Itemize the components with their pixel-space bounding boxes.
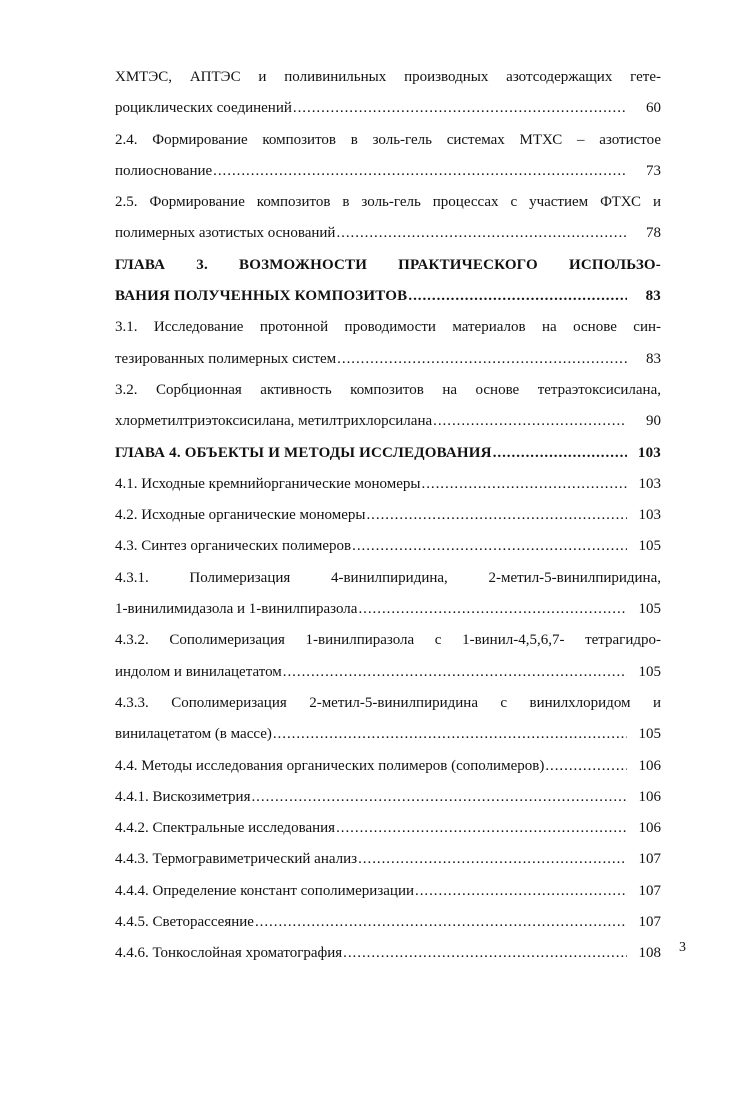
toc-page-number: 107 xyxy=(638,851,661,868)
toc-entry-text: 3.1. Исследование протонной проводимости материалов на основе син- xyxy=(115,319,661,336)
dot-leader xyxy=(337,344,627,375)
dot-leader xyxy=(408,281,627,312)
dot-leader xyxy=(213,156,627,187)
toc-entry-text: ХМТЭС, АПТЭС и поливинильных производных азотсодержащих гете- xyxy=(115,69,661,85)
toc-page-number: 107 xyxy=(638,914,661,931)
toc-page-number: 90 xyxy=(646,413,661,430)
toc-entry-text: 4.3.1. Полимеризация 4-винилпиридина, 2-метил-5-винилпиридина, xyxy=(115,569,661,586)
toc-entry-text: полиоснование xyxy=(115,162,213,179)
toc-entry-text: 4.3. Синтез органических полимеров xyxy=(115,538,352,555)
toc-page-number: 105 xyxy=(638,601,661,618)
toc-entry[interactable] xyxy=(115,469,661,500)
dot-leader xyxy=(545,751,627,782)
toc-page-number: 106 xyxy=(638,820,661,837)
toc-entry-text: 4.4.2. Спектральные исследования xyxy=(115,820,336,837)
toc-entry[interactable] xyxy=(115,500,661,531)
toc-entry[interactable] xyxy=(115,782,661,813)
toc-chapter-entry[interactable] xyxy=(115,438,661,469)
toc-entry-text: 4.1. Исходные кремнийорганические мономеры xyxy=(115,475,421,492)
dot-leader xyxy=(273,719,627,750)
toc-entry[interactable] xyxy=(115,813,661,844)
dot-leader xyxy=(422,469,628,500)
toc-page-number: 78 xyxy=(646,225,661,242)
toc-entry[interactable] xyxy=(115,688,661,751)
toc-page-number: 105 xyxy=(638,663,661,680)
dot-leader xyxy=(251,782,627,813)
toc-entry-text: 4.3.3. Сополимеризация 2-метил-5-винилпиридина с винилхлоридом и xyxy=(115,694,661,711)
toc-entry[interactable] xyxy=(115,563,661,626)
toc-entry-text: 4.4. Методы исследования органических полимеров (сополимеров) xyxy=(115,757,545,774)
toc-page-number: 106 xyxy=(638,757,661,774)
dot-leader xyxy=(358,844,627,875)
toc-entry-text: 3.2. Сорбционная активность композитов на основе тетраэтоксисилана, xyxy=(115,381,661,398)
dot-leader xyxy=(366,500,627,531)
toc-entry[interactable] xyxy=(115,375,661,438)
dot-leader xyxy=(343,938,627,969)
dot-leader xyxy=(415,876,627,907)
toc-chapter-entry[interactable] xyxy=(115,250,661,313)
toc-entry-text: 4.2. Исходные органические мономеры xyxy=(115,507,366,524)
toc-page-number: 83 xyxy=(645,288,661,305)
toc-page-number: 106 xyxy=(638,788,661,805)
toc-entry-text: винилацетатом (в массе) xyxy=(115,726,272,743)
dot-leader xyxy=(493,438,627,469)
toc-entry[interactable] xyxy=(115,907,661,938)
dot-leader xyxy=(283,657,627,688)
toc-entry-text: 4.4.4. Определение констант сополимеризации xyxy=(115,882,414,899)
toc-page-number: 60 xyxy=(646,100,661,117)
toc-entry[interactable] xyxy=(115,938,661,969)
dot-leader xyxy=(293,93,627,124)
toc-entry-text: тезированных полимерных систем xyxy=(115,350,337,367)
toc-entry[interactable] xyxy=(115,62,661,125)
toc-page-number: 105 xyxy=(638,538,661,555)
toc-entry-text: 4.4.5. Светорассеяние xyxy=(115,914,254,931)
toc-entry-text: полимерных азотистых оснований xyxy=(115,225,336,242)
toc-entry[interactable] xyxy=(115,531,661,562)
dot-leader xyxy=(255,907,627,938)
toc-entry-text: 4.4.6. Тонкослойная хроматография xyxy=(115,945,343,962)
toc-entry[interactable] xyxy=(115,625,661,688)
dot-leader xyxy=(433,406,627,437)
toc-entry-text: ГЛАВА 3. ВОЗМОЖНОСТИ ПРАКТИЧЕСКОГО ИСПОЛЬЗО- xyxy=(115,256,661,273)
toc-entry[interactable] xyxy=(115,187,661,250)
toc-page-number: 83 xyxy=(646,350,661,367)
toc-entry-text: 4.3.2. Сополимеризация 1-винилпиразола с 1-винил-4,5,6,7- тетрагидро- xyxy=(115,632,661,649)
toc-entry-text: 2.5. Формирование композитов в золь-гель процессах с участием ФТХС и xyxy=(115,194,661,211)
toc-entry[interactable] xyxy=(115,876,661,907)
toc-entry-text: 4.4.1. Вискозиметрия xyxy=(115,788,251,805)
toc-entry-text: 4.4.3. Термогравиметрический анализ xyxy=(115,851,358,868)
toc-page-number: 103 xyxy=(638,507,661,524)
table-of-contents xyxy=(115,62,661,970)
toc-entry-text: 2.4. Формирование композитов в золь-гель системах МТХС – азотистое xyxy=(115,131,661,148)
toc-entry[interactable] xyxy=(115,125,661,188)
dot-leader xyxy=(336,813,627,844)
page-number: 3 xyxy=(679,940,686,955)
toc-page-number: 105 xyxy=(638,726,661,743)
toc-entry-text: ГЛАВА 4. ОБЪЕКТЫ И МЕТОДЫ ИССЛЕДОВАНИЯ xyxy=(115,444,492,461)
toc-page-number: 103 xyxy=(637,444,661,461)
toc-page-number: 103 xyxy=(638,475,661,492)
toc-entry[interactable] xyxy=(115,751,661,782)
dot-leader xyxy=(352,531,627,562)
toc-page-number: 73 xyxy=(646,162,661,179)
toc-entry-text: индолом и винилацетатом xyxy=(115,663,282,680)
toc-entry-text: ВАНИЯ ПОЛУЧЕННЫХ КОМПОЗИТОВ xyxy=(115,288,408,305)
toc-entry-text: 1-винилимидазола и 1-винилпиразола xyxy=(115,601,358,618)
dot-leader xyxy=(336,218,627,249)
toc-entry[interactable] xyxy=(115,844,661,875)
toc-page-number: 107 xyxy=(638,882,661,899)
dot-leader xyxy=(358,594,627,625)
toc-entry-text: роциклических соединений xyxy=(115,100,292,117)
toc-entry[interactable] xyxy=(115,312,661,375)
toc-page-number: 108 xyxy=(638,945,661,962)
toc-entry-text: хлорметилтриэтоксисилана, метилтрихлорсилана xyxy=(115,413,433,430)
